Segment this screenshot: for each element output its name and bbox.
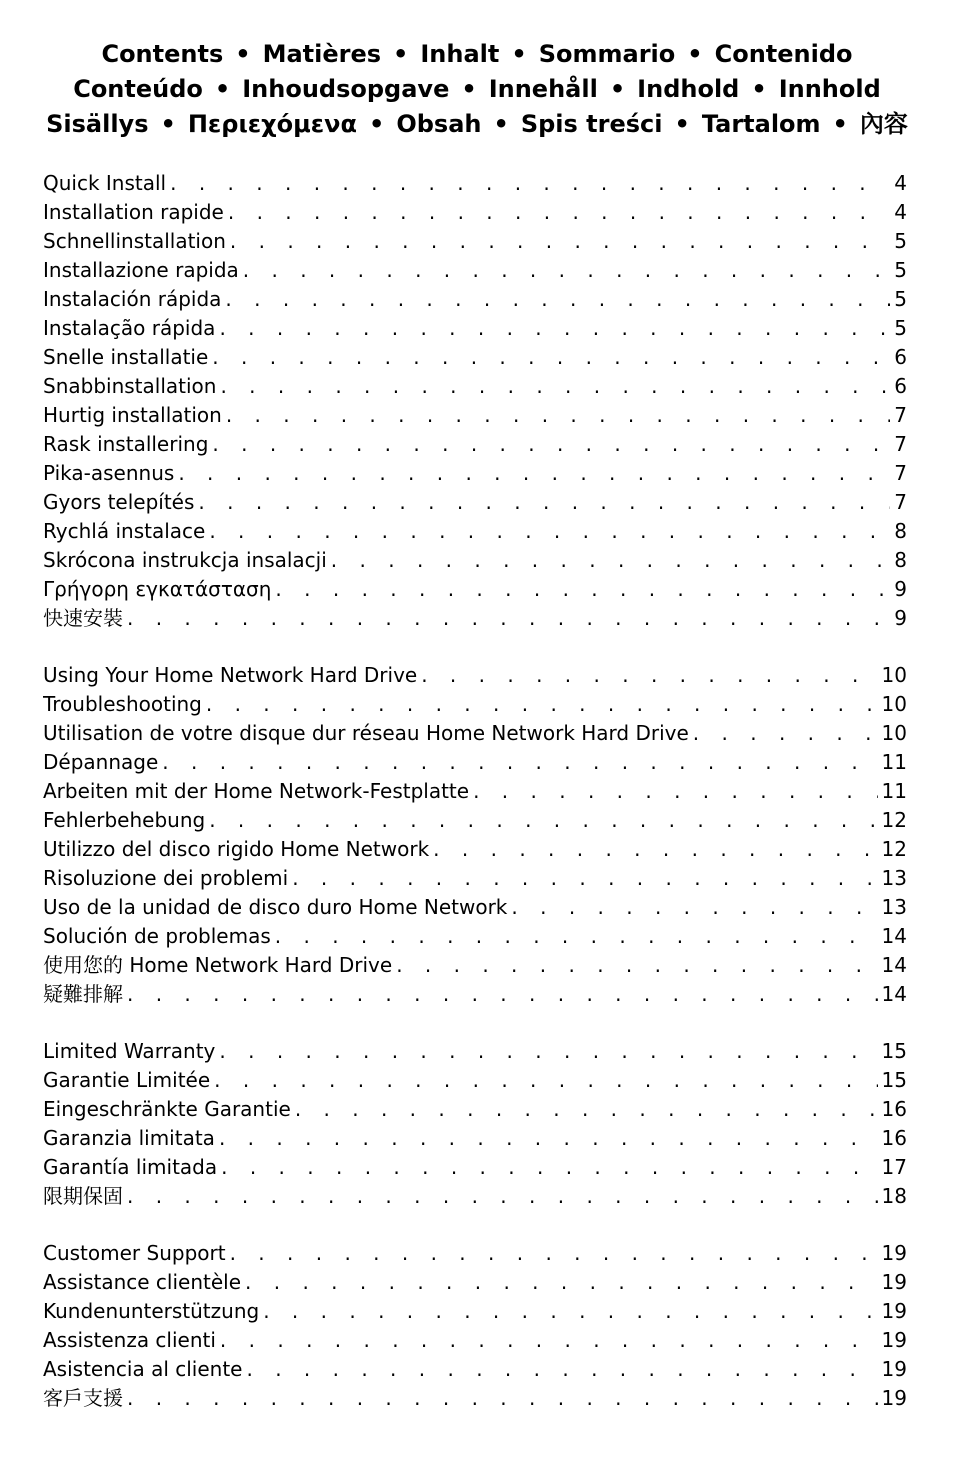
toc-entry[interactable]	[43, 1268, 907, 1297]
toc-entry[interactable]	[43, 1066, 907, 1095]
dot-leader	[228, 198, 890, 227]
dot-leader	[219, 314, 890, 343]
bullet-separator: •	[214, 75, 231, 103]
dot-leader	[170, 169, 890, 198]
toc-page-number: 10	[881, 663, 907, 687]
heading-line-1	[0, 37, 954, 72]
toc-entry-title: Instalación rápida	[43, 287, 222, 311]
bullet-separator: •	[832, 110, 848, 138]
toc-section	[43, 661, 907, 1009]
toc-entry[interactable]	[43, 1384, 907, 1413]
toc-entry[interactable]	[43, 401, 907, 430]
heading-word: Innhold	[778, 75, 881, 103]
toc-page-number: 10	[881, 692, 907, 716]
toc-entry[interactable]	[43, 922, 907, 951]
dot-leader	[209, 806, 877, 835]
toc-page-number: 12	[881, 808, 907, 832]
toc-entry-title: Garanzia limitata	[43, 1126, 215, 1150]
toc-entry[interactable]	[43, 1355, 907, 1384]
dot-leader	[331, 546, 890, 575]
dot-leader	[127, 604, 890, 633]
toc-entry-title: Quick Install	[43, 171, 167, 195]
heading-word: Conteúdo	[73, 75, 203, 103]
toc-page-number: 19	[881, 1328, 907, 1352]
toc-page-number: 17	[881, 1155, 907, 1179]
toc-entry-title: Kundenunterstützung	[43, 1299, 260, 1323]
dot-leader	[230, 227, 890, 256]
dot-leader	[127, 1384, 878, 1413]
dot-leader	[226, 401, 890, 430]
dot-leader	[295, 1095, 878, 1124]
toc-entry[interactable]	[43, 864, 907, 893]
toc-entry-title: Rychlá instalace	[43, 519, 206, 543]
dot-leader	[162, 748, 877, 777]
toc-entry-title: Snabbinstallation	[43, 374, 217, 398]
toc-entry-title: Installation rapide	[43, 200, 224, 224]
toc-page-number: 4	[894, 200, 907, 224]
toc-page-number: 9	[894, 606, 907, 630]
dot-leader	[221, 1153, 877, 1182]
toc-entry[interactable]	[43, 777, 907, 806]
toc-entry-title: Γρήγορη εγκατάσταση	[43, 577, 272, 601]
dot-leader	[206, 690, 878, 719]
toc-page-number: 14	[881, 953, 907, 977]
toc-page-number: 16	[881, 1097, 907, 1121]
heading-word: Contents	[101, 40, 224, 68]
toc-page-number: 13	[881, 866, 907, 890]
bullet-separator: •	[393, 40, 409, 68]
dot-leader	[246, 1355, 877, 1384]
bullet-separator: •	[369, 110, 385, 138]
toc-entry[interactable]	[43, 314, 907, 343]
toc-entry-title: Limited Warranty	[43, 1039, 216, 1063]
toc-entry[interactable]	[43, 227, 907, 256]
toc-entry-title: Dépannage	[43, 750, 159, 774]
toc-page-number: 6	[894, 345, 907, 369]
toc-entry-title: Assistenza clienti	[43, 1328, 216, 1352]
dot-leader	[473, 777, 877, 806]
toc-entry-title: 使用您的 Home Network Hard Drive	[43, 953, 393, 977]
toc-page-number: 8	[894, 548, 907, 572]
toc-entry-title: Utilizzo del disco rigido Home Network	[43, 837, 430, 861]
toc-entry-title: Risoluzione dei problemi	[43, 866, 289, 890]
bullet-separator: •	[235, 40, 251, 68]
dot-leader	[212, 430, 890, 459]
bullet-separator: •	[461, 75, 477, 103]
heading-word: Spis treści	[520, 110, 663, 138]
toc-page-number: 10	[881, 721, 907, 745]
dot-leader	[212, 343, 890, 372]
toc-entry-title: Skrócona instrukcja insalacji	[43, 548, 327, 572]
toc-entry[interactable]	[43, 1095, 907, 1124]
toc-entry-title: Solución de problemas	[43, 924, 271, 948]
toc-entry[interactable]	[43, 285, 907, 314]
heading-word: Indhold	[637, 75, 740, 103]
toc-page-number: 5	[894, 316, 907, 340]
bullet-separator: •	[751, 75, 767, 103]
toc-entry[interactable]	[43, 1124, 907, 1153]
toc-entry[interactable]	[43, 748, 907, 777]
toc-page-number: 14	[881, 982, 907, 1006]
toc-page-number: 18	[881, 1184, 907, 1208]
heading-line-3	[0, 107, 954, 142]
bullet-separator: •	[674, 110, 690, 138]
heading-word: Obsah	[396, 110, 482, 138]
toc-page-number: 15	[881, 1039, 907, 1063]
dot-leader	[214, 1066, 877, 1095]
toc-entry[interactable]	[43, 893, 907, 922]
toc-entry-title: Arbeiten mit der Home Network-Festplatte	[43, 779, 470, 803]
toc-page-number: 5	[894, 229, 907, 253]
toc-page-number: 9	[894, 577, 907, 601]
toc-page-number: 7	[894, 403, 907, 427]
toc-entry[interactable]	[43, 806, 907, 835]
dot-leader	[178, 459, 890, 488]
toc-entry[interactable]	[43, 661, 907, 690]
toc-entry-title: Fehlerbehebung	[43, 808, 206, 832]
toc-entry-title: Rask installering	[43, 432, 209, 456]
toc-entry[interactable]	[43, 343, 907, 372]
dot-leader	[225, 285, 890, 314]
toc-entry[interactable]	[43, 372, 907, 401]
toc-entry-title: Instalação rápida	[43, 316, 216, 340]
table-of-contents	[43, 169, 907, 1441]
toc-page-number: 5	[894, 258, 907, 282]
toc-entry-title: Asistencia al cliente	[43, 1357, 243, 1381]
toc-section	[43, 1239, 907, 1413]
bullet-separator: •	[687, 40, 703, 68]
toc-page-number: 6	[894, 374, 907, 398]
toc-entry-title: Garantía limitada	[43, 1155, 218, 1179]
toc-entry-title: Using Your Home Network Hard Drive	[43, 663, 418, 687]
dot-leader	[511, 893, 877, 922]
toc-page-number: 11	[881, 779, 907, 803]
dot-leader	[421, 661, 877, 690]
toc-entry-title: Hurtig installation	[43, 403, 222, 427]
toc-entry-title: Utilisation de votre disque dur réseau Home Network Hard Drive	[43, 721, 689, 745]
heading-word: Contenido	[714, 40, 853, 68]
heading-word: Sisällys	[46, 110, 149, 138]
toc-page-number: 7	[894, 432, 907, 456]
toc-page-number: 19	[881, 1357, 907, 1381]
heading-word: Inhoudsopgave	[242, 75, 450, 103]
toc-page-number: 19	[881, 1270, 907, 1294]
toc-entry-title: Uso de la unidad de disco duro Home Network	[43, 895, 508, 919]
toc-entry[interactable]	[43, 1297, 907, 1326]
toc-entry[interactable]	[43, 256, 907, 285]
heading-word: Inhalt	[420, 40, 500, 68]
heading-line-2	[0, 72, 954, 107]
dot-leader	[693, 719, 878, 748]
dot-leader	[275, 922, 878, 951]
dot-leader	[219, 1037, 877, 1066]
dot-leader	[433, 835, 877, 864]
contents-heading	[0, 37, 954, 142]
bullet-separator: •	[609, 75, 626, 103]
dot-leader	[209, 517, 890, 546]
toc-page-number: 13	[881, 895, 907, 919]
heading-word: Sommario	[538, 40, 676, 68]
toc-entry[interactable]	[43, 1239, 907, 1268]
toc-entry-title: 疑難排解	[43, 982, 123, 1006]
toc-section	[43, 169, 907, 633]
toc-entry-title: Troubleshooting	[43, 692, 202, 716]
heading-word: Matières	[262, 40, 382, 68]
dot-leader	[219, 1124, 878, 1153]
dot-leader	[263, 1297, 877, 1326]
toc-entry[interactable]	[43, 1037, 907, 1066]
toc-entry[interactable]	[43, 459, 907, 488]
bullet-separator: •	[511, 40, 527, 68]
toc-entry[interactable]	[43, 488, 907, 517]
dot-leader	[220, 372, 890, 401]
toc-page-number: 19	[881, 1386, 907, 1410]
toc-entry[interactable]	[43, 951, 907, 980]
toc-entry-title: 快速安裝	[43, 606, 123, 630]
dot-leader	[198, 488, 890, 517]
toc-page-number: 11	[881, 750, 907, 774]
dot-leader	[292, 864, 877, 893]
toc-entry[interactable]	[43, 719, 907, 748]
dot-leader	[275, 575, 890, 604]
bullet-separator: •	[160, 110, 176, 138]
toc-entry[interactable]	[43, 1153, 907, 1182]
toc-entry-title: Customer Support	[43, 1241, 226, 1265]
toc-entry[interactable]	[43, 1182, 907, 1211]
toc-page-number: 7	[894, 490, 907, 514]
toc-entry[interactable]	[43, 604, 907, 633]
dot-leader	[127, 980, 878, 1009]
toc-entry-title: Schnellinstallation	[43, 229, 226, 253]
heading-word: 內容	[859, 110, 908, 138]
toc-entry[interactable]	[43, 575, 907, 604]
toc-entry[interactable]	[43, 546, 907, 575]
dot-leader	[127, 1182, 878, 1211]
toc-page-number: 14	[881, 924, 907, 948]
toc-entry-title: Eingeschränkte Garantie	[43, 1097, 291, 1121]
toc-entry[interactable]	[43, 198, 907, 227]
toc-page-number: 8	[894, 519, 907, 543]
dot-leader	[220, 1326, 878, 1355]
toc-entry-title: 限期保固	[43, 1184, 123, 1208]
toc-entry-title: Assistance clientèle	[43, 1270, 242, 1294]
toc-entry-title: Garantie Limitée	[43, 1068, 211, 1092]
toc-entry-title: Gyors telepítés	[43, 490, 195, 514]
toc-page-number: 7	[894, 461, 907, 485]
heading-word: Tartalom	[701, 110, 821, 138]
toc-page-number: 19	[881, 1299, 907, 1323]
toc-section	[43, 1037, 907, 1211]
toc-page-number: 15	[881, 1068, 907, 1092]
toc-entry-title: Snelle installatie	[43, 345, 209, 369]
toc-page-number: 12	[881, 837, 907, 861]
toc-entry[interactable]	[43, 690, 907, 719]
heading-word: Innehåll	[488, 75, 598, 103]
toc-page-number: 16	[881, 1126, 907, 1150]
dot-leader	[243, 256, 890, 285]
toc-entry[interactable]	[43, 980, 907, 1009]
toc-page-number: 5	[894, 287, 907, 311]
toc-page-number: 19	[881, 1241, 907, 1265]
toc-page-number: 4	[894, 171, 907, 195]
heading-word: Περιεχόμενα	[187, 110, 357, 138]
toc-entry[interactable]	[43, 1326, 907, 1355]
toc-entry-title: Pika-asennus	[43, 461, 175, 485]
bullet-separator: •	[493, 110, 509, 138]
dot-leader	[245, 1268, 878, 1297]
toc-entry-title: 客戶支援	[43, 1386, 123, 1410]
dot-leader	[230, 1239, 878, 1268]
toc-entry[interactable]	[43, 430, 907, 459]
dot-leader	[396, 951, 877, 980]
toc-entry-title: Installazione rapida	[43, 258, 239, 282]
toc-entry[interactable]	[43, 835, 907, 864]
toc-entry[interactable]	[43, 169, 907, 198]
toc-entry[interactable]	[43, 517, 907, 546]
